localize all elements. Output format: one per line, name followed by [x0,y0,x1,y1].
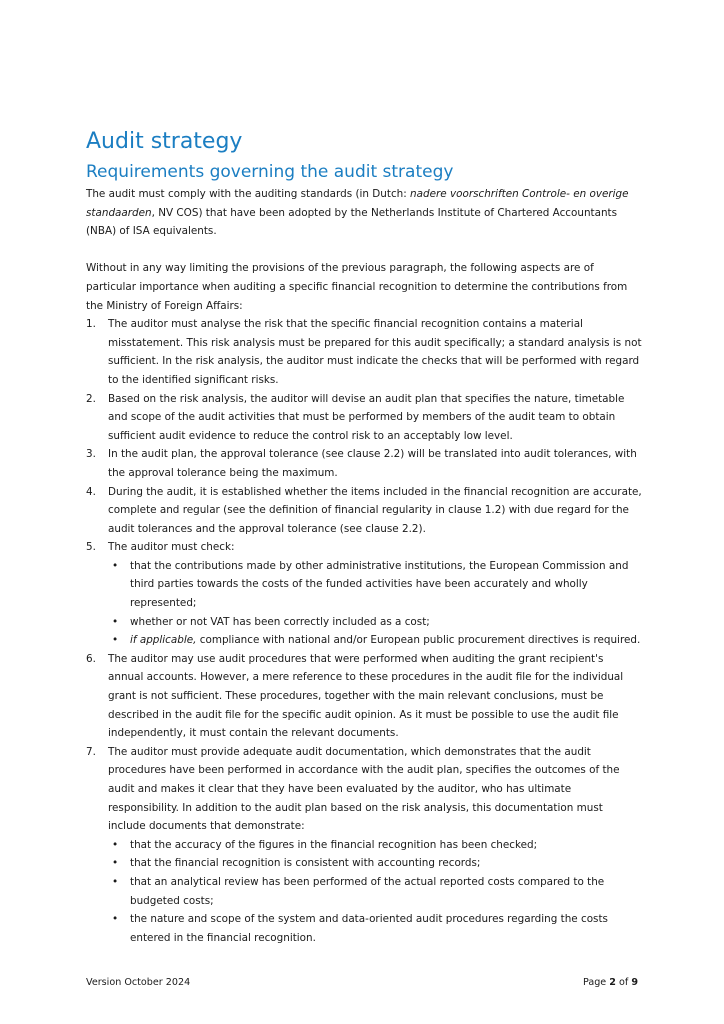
page-number [583,977,638,988]
section-heading: Requirements governing the audit strategy [86,162,454,182]
list-item [86,743,642,948]
numbered-list [86,315,642,947]
current-page: 2 [609,977,616,988]
item-text: The auditor must check: [108,541,235,554]
list-item [86,650,642,743]
bullet-item [108,631,642,650]
item-text: The auditor must provide adequate audit documentation, which demonstrates that the audit procedures have been performed in accordance with the audit plan, specifies the outcomes of the audit and makes it clear that they have been evaluated by the auditor, who has ultimate responsibility. In addition to the audit plan based on the risk analysis, this documentation must include documents that demonstrate: [108,745,620,833]
page-title: Audit strategy [86,129,243,154]
bullet-item: • that the contributions made by other administrative institutions, the European Commission and third parties towards the costs of the funded activities have been accurately and wholly represented; [108,557,642,613]
list-item [86,483,642,539]
text: The audit must comply with the auditing standards (in Dutch: [86,188,411,200]
document-page [86,124,642,947]
item-text: The auditor must analyse the risk that the specific financial recognition contains a material misstatement. This risk analysis must be prepared for this audit specifically; a standard analysis is not sufficient. In the risk analysis, the auditor must indicate the checks that will be performed with regard to the identified significant risks. [108,318,642,386]
bullet-item: • that the accuracy of the figures in the financial recognition has been checked; [108,836,642,855]
bullet-list [108,557,642,650]
item-number: 7. [86,745,96,758]
item-number: 2. [86,392,96,405]
item-number: 1. [86,318,96,331]
text: Page [582,977,610,988]
version-label: Version October 2024 [86,977,191,988]
bullet-item: • the nature and scope of the system and data-oriented audit procedures regarding the costs entered in the financial recognition. [108,910,642,947]
item-text: The auditor may use audit procedures that were performed when auditing the grant recipient's annual accounts. However, a mere reference to these procedures in the audit file for the individual grant is not sufficient. These procedures, together with the main relevant conclusions, must be described in the audit file for the specific audit opinion. As it must be possible to use the audit file independently, it must contain the relevant documents. [108,652,624,740]
italic-text: nadere voorschriften Controle- en overige standaarden [86,188,629,219]
aspects-paragraph: Without in any way limiting the provisions of the previous paragraph, the following aspects are of particular importance when auditing a specific financial recognition to determine the contributions from the Ministry of Foreign Affairs: [86,262,628,312]
item-number: 6. [86,652,96,665]
bullet-item: • whether or not VAT has been correctly included as a cost; [108,613,642,632]
item-number: 4. [86,485,96,498]
bullet-item: • that an analytical review has been performed of the actual reported costs compared to the budgeted costs; [108,873,642,910]
bullet-item: • that the financial recognition is consistent with accounting records; [108,854,642,873]
total-pages: 9 [631,977,638,988]
item-text: In the audit plan, the approval tolerance (see clause 2.2) will be translated into audit tolerances, with the approval tolerance being the maximum. [108,448,637,479]
page-footer [86,977,638,988]
text: of [615,977,632,988]
list-item [86,445,642,482]
text: compliance with national and/or European public procurement directives is required. [196,634,641,647]
list-item [86,390,642,446]
item-number: 3. [86,448,96,461]
item-text: Based on the risk analysis, the auditor will devise an audit plan that specifies the nature, timetable and scope of the audit activities that must be performed by members of the audit team to obtain sufficient audit evidence to reduce the control risk to an acceptably low level. [108,392,625,442]
item-text: During the audit, it is established whether the items included in the financial recognition are accurate, complete and regular (see the definition of financial regularity in clause 1.2) with due regard for the audit tolerances and the approval tolerance (see clause 2.2). [108,485,642,535]
bullet-list [108,836,642,948]
text: , NV COS) that have been adopted by the Netherlands Institute of Chartered Accountants (NBA) of ISA equivalents. [86,206,618,238]
item-number: 5. [86,541,96,554]
italic-text: if applicable, [130,634,197,647]
list-item [86,315,642,389]
list-item [86,538,642,650]
intro-paragraph [86,185,642,241]
